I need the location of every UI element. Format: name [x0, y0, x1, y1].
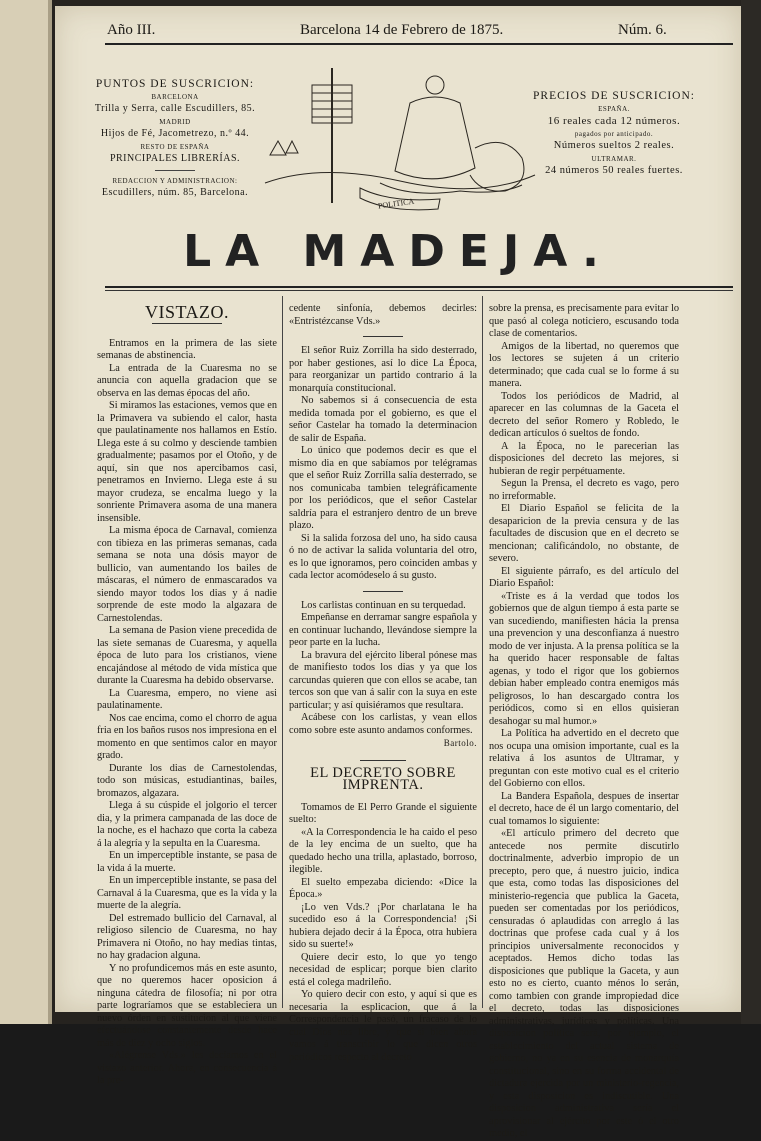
ship-sails-icon [270, 141, 298, 155]
paragraph: «Alégrense Vds.» les decíamos en el vistazo anterior. Ahora, en consecuencia á la pre- [97, 1050, 277, 1086]
article-title-vistazo: VISTAZO. [144, 302, 230, 322]
paragraph: Segun la Prensa, el decreto es vago, pero no irreformable. [489, 478, 679, 502]
paragraph: No sabemos si á consecuencia de esta medida tomada por el gobierno, es que el señor Castelar ha tomado la determinacion de salir de España. [289, 395, 477, 444]
paragraph: El Diario Español se felicita de la desaparicion de la previa censura y de las facultades de discusion que en el decreto se mencionan; calificándolo, no obstante, de severo. [489, 503, 679, 564]
paragraph: Lo único que podemos decir es que el mismo dia en que sabíamos por telégramas que el señor Ruiz Zorrilla salía desterrado, se nos comunicaba tambien telegráficamente por los periódicos, que el señor Castelar saldría para el estranjero dentro de un breve plazo. [289, 445, 477, 531]
seated-figure [395, 97, 475, 179]
paragraph: Los carlistas continuan en su terquedad. [301, 599, 466, 611]
paragraph: Si la salida forzosa del uno, ha sido causa ó no de activar la salida voluntaria del otro, es lo que ignoramos, pero coinciden ambas y cada lector acomódeselo á su gusto. [289, 532, 477, 581]
paragraph: «Triste es á la verdad que todos los gobiernos que de algun tiempo á esta parte se van sucediendo, manifiesten hácia la prensa una prevencion y una desconfianza á nuestro modo de ver injusta. A la prensa política se la ha querido hacer responsable de faltas agenas, y todo el rigor que los gobiernos debian haber empleado contra enemigos más peligrosos, lo han descargado contra los periódicos, como si en ellos quisieran desahogar su mal humor.» [489, 590, 679, 727]
subscription-points [85, 78, 265, 200]
price-line: 16 reales cada 12 números. [547, 115, 681, 127]
prices-title: PRECIOS DE SUSCRICION: [533, 90, 695, 102]
paragraph: Durante los dias de Carnestolendas, todo son músicas, estudiantinas, bailes, bromazos, algazara. [97, 762, 277, 799]
ribbon-label: POLITICA [377, 196, 415, 211]
masthead-rule [105, 286, 733, 288]
previous-page-edge [0, 0, 52, 1024]
signature: Bartolo. [443, 738, 477, 748]
sub-line: BARCELONA [151, 92, 199, 101]
admin-title: REDACCION Y ADMINISTRACION: [112, 176, 238, 185]
article-title-decreto: EL DECRETO SOBRE IMPRENTA. [310, 764, 456, 793]
paragraph: El siguiente párrafo, es del artículo del Diario Español: [489, 565, 679, 589]
sub-line: Hijos de Fé, Jacometrezo, n.º 44. [100, 128, 250, 139]
sub-line: MADRID [159, 117, 191, 126]
price-line: pagados por anticipado. [574, 129, 654, 138]
paragraph: Llega á su cúspide el jolgorio el tercer dia, y la primera campanada de las doce de la noche, es el hachazo que corta la cabeza á la alegría y la sepulta en la Cuaresma. [97, 800, 277, 849]
masthead-title: LA MADEJA. [183, 226, 613, 277]
paragraph: Amigos de la libertad, no queremos que los lectores se sujeten á un criterio determinado; que cada cual se lo forme á su manera. [489, 340, 679, 389]
paragraph: «El artículo primero del decreto que antecede nos permite discutirlo doctrinalmente, adverbio impropio de un precepto, pero que, á nuestro juicio, indica que esta, como todas las disposiciones del ministerio-regencia que publica la Gaceta, pueden ser comentadas por los periódicos, censuradas ó aplaudidas con arreglo á las doctrinas que profese cada cual y á los principios universalmente reconocidos y aceptados. Hemos dicho todas las disposiciones que publique la Gaceta, y aun esto no es cierto, cuanto ménos lo serán, como tambien con grande impropiedad dice el decreto, todas las disposiciones administrativas, jurídicas y políticas. Una disposicion política será, por ejemplo, el establecimiento del actual sistema de gobierno, no ya en su esencia de monarquía constitucional, sino en su forma accidental de dictadura ejercida por un ministerio-regencia, y esta disposicion es indiscutible. Una disposicion administrativa sería el aprovisionar al ejército por este ó el otro medio, el [489, 828, 679, 1139]
price-line: ULTRAMAR. [591, 154, 637, 163]
column-rule [282, 296, 283, 1008]
subscription-title: PUNTOS DE SUSCRICION: [95, 78, 255, 90]
header-rule [105, 43, 733, 45]
paragraph: El suelto empezaba diciendo: «Dice la Época.» [289, 876, 477, 900]
paragraph: El señor Ruiz Zorrilla ha sido desterrado, por haber gestiones, así lo dice La Época, para reorganizar un partido contrario á la monarquía constitucional. [289, 345, 477, 394]
issue-year: Año III. [107, 22, 156, 38]
paragraph: Del estremado bullicio del Carnaval, al religioso silencio de Cuaresma, no hay Primavera ni Otoño, no hay medias tintas, no hay gradacion alguna. [97, 912, 277, 961]
column-1 [97, 302, 277, 1088]
paragraph: La Política ha advertido en el decreto que nos ocupa una omision importante, cual es la relativa á los asuntos de Ultramar, y preguntan con este motivo cual es el criterio del Gobierno con ellos. [489, 728, 679, 789]
price-line: ESPAÑA. [598, 104, 630, 113]
price-line: Números sueltos 2 reales. [553, 140, 675, 151]
subscription-prices [525, 90, 703, 178]
paragraph: En un imperceptible instante, se pasa del Carnaval á la Cuaresma, que es la vida y la muerte de la alegría. [97, 875, 277, 911]
sub-line: RESTO DE ESPAÑA [140, 142, 210, 151]
paragraph: sobre la prensa, es precisamente para evitar lo que pasó al colega noticiero, escusando toda clase de comentarios. [489, 303, 679, 339]
paragraph: Si miramos las estaciones, vemos que en la Primavera va subiendo el calor, hasta que paulatinamente nos hallamos en Estío. Llega este á su colmo y desciende tambien gradualmente; pasamos por el Otoño, y de aquí, sin que nos apercibamos casi, penetramos en Invierno. Llega este á su mayor crudeza, se encalma luego y la sonriente Primavera asoma de una manera insensible. [97, 400, 277, 524]
separator [363, 591, 403, 592]
paragraph: Quiere decir esto, lo que yo tengo necesidad de esplicar; porque bien clarito está el colega madrileño. [289, 951, 477, 988]
paragraph: La bravura del ejército liberal pónese mas de manifiesto todos los dias y ya que los carcundas quieren que con ellos se acabe, tan tercos son que van á salir con la suya en este particular; y así quisiéramos que resultara. [289, 649, 477, 711]
paragraph: Empeñanse en derramar sangre española y en continuar luchando, llevándose siempre la peor parte en la lucha. [289, 612, 477, 648]
column-rule [482, 296, 483, 1008]
paragraph: La Cuaresma, empero, no viene asi paulatinamente. [97, 687, 277, 711]
paragraph: En un imperceptible instante, se pasa de la vida á la muerte. [97, 850, 277, 874]
paragraph: «A la Correspondencia le ha caido el peso de la ley encima de un suelto, que ha quedado hecho una trilla, aplastado, borroso, ilegible. [289, 826, 477, 875]
horizon-line [265, 172, 535, 188]
admin-address: Escudillers, núm. 85, Barcelona. [101, 187, 249, 198]
right-edge [741, 0, 761, 1024]
title-rule [152, 323, 222, 324]
column-2 [289, 303, 477, 1064]
separator [363, 336, 403, 337]
paragraph: La entrada de la Cuaresma no se anuncia con aquella gradacion que se observa en las demas épocas del año. [97, 362, 277, 399]
paragraph: Y no profundicemos más en este asunto, que no queremos hacer oposicion á ninguna cátedra de filosofía; ni por otra parte lograríamos que se estableciera un nuevo órden en sustitucion al que viene efectuándose constantemente desde hace más de diez y ocho siglos. [97, 962, 277, 1049]
paragraph: A la Época, no le parecerian las disposiciones del decreto las mejores, si hubieran de regir perpétuamente. [489, 440, 679, 477]
paragraph: ¡Lo ven Vds.? ¡Por charlatana le ha sucedido eso á la Correspondencia! ¡Si hubiera dejado decir á la Época, otra hubiera sido su suerte!» [289, 901, 477, 950]
masthead-rule-thin [105, 290, 733, 291]
paragraph: cedente sinfonía, debemos decirles: «Entristézcanse Vds.» [289, 303, 477, 327]
paragraph: La Bandera Española, despues de insertar el decreto, hace de él un largo comentario, del cual tomamos lo siguiente: [489, 790, 679, 827]
sub-line: PRINCIPALES LIBRERÍAS. [109, 153, 241, 164]
figure-head [426, 76, 444, 94]
sub-line: Trilla y Serra, calle Escudillers, 85. [94, 103, 256, 114]
paragraph: Todos los periódicos de Madrid, al aparecer en las columnas de la Gaceta el decreto del señor Romero y Robledo, le dedican artículos ó sueltos de fondo. [489, 390, 679, 439]
column-3 [489, 303, 679, 1141]
paragraph: La semana de Pasion viene precedida de las siete semanas de Cuaresma, y aquella época de luto para los cristianos, viene encajándose al método de vida mística que durante la Cuaresma ha debido observarse. [97, 625, 277, 686]
price-line: 24 números 50 reales fuertes. [545, 165, 683, 176]
place-date: Barcelona 14 de Febrero de 1875. [300, 22, 504, 38]
page-fold [48, 0, 52, 1024]
paragraph: Yo quiero decir con esto, y aquí si que es necesaria la esplicacion, que á la Correspondencia le pasó, un fracaso de lo cual Dios nos libre, y que si bien ahora vamos á transcribir lo que dicen otros periódicos respecto al decreto [289, 989, 477, 1063]
paragraph: Acábese con los carlistas, y vean ellos como sobre este asunto andamos conformes. [289, 712, 477, 736]
sub-divider [155, 170, 195, 171]
lion-icon [470, 142, 524, 191]
paragraph: Entramos en la primera de las siete semanas de abstinencia. [97, 337, 277, 361]
paragraph: Nos cae encima, como el chorro de agua fria en los baños rusos nos impresiona en el momento en que sentimos calor en mayor grado. [97, 712, 277, 761]
paragraph: La misma época de Carnaval, comienza con tibieza en las primeras semanas, cada semana se nota una dósis mayor de bullicio, van aumentando los bailes de máscaras, el número de enmascarados va siendo mayor todos los dias y á nadie sorprende de este modo la algazara de Carnestolendas. [97, 525, 277, 624]
issue-number: Núm. 6. [618, 22, 667, 38]
paragraph: Tomamos de El Perro Grande el siguiente suelto: [289, 801, 477, 825]
allegory-illustration [260, 63, 540, 215]
newspaper-page [55, 6, 741, 1139]
separator [360, 760, 406, 761]
